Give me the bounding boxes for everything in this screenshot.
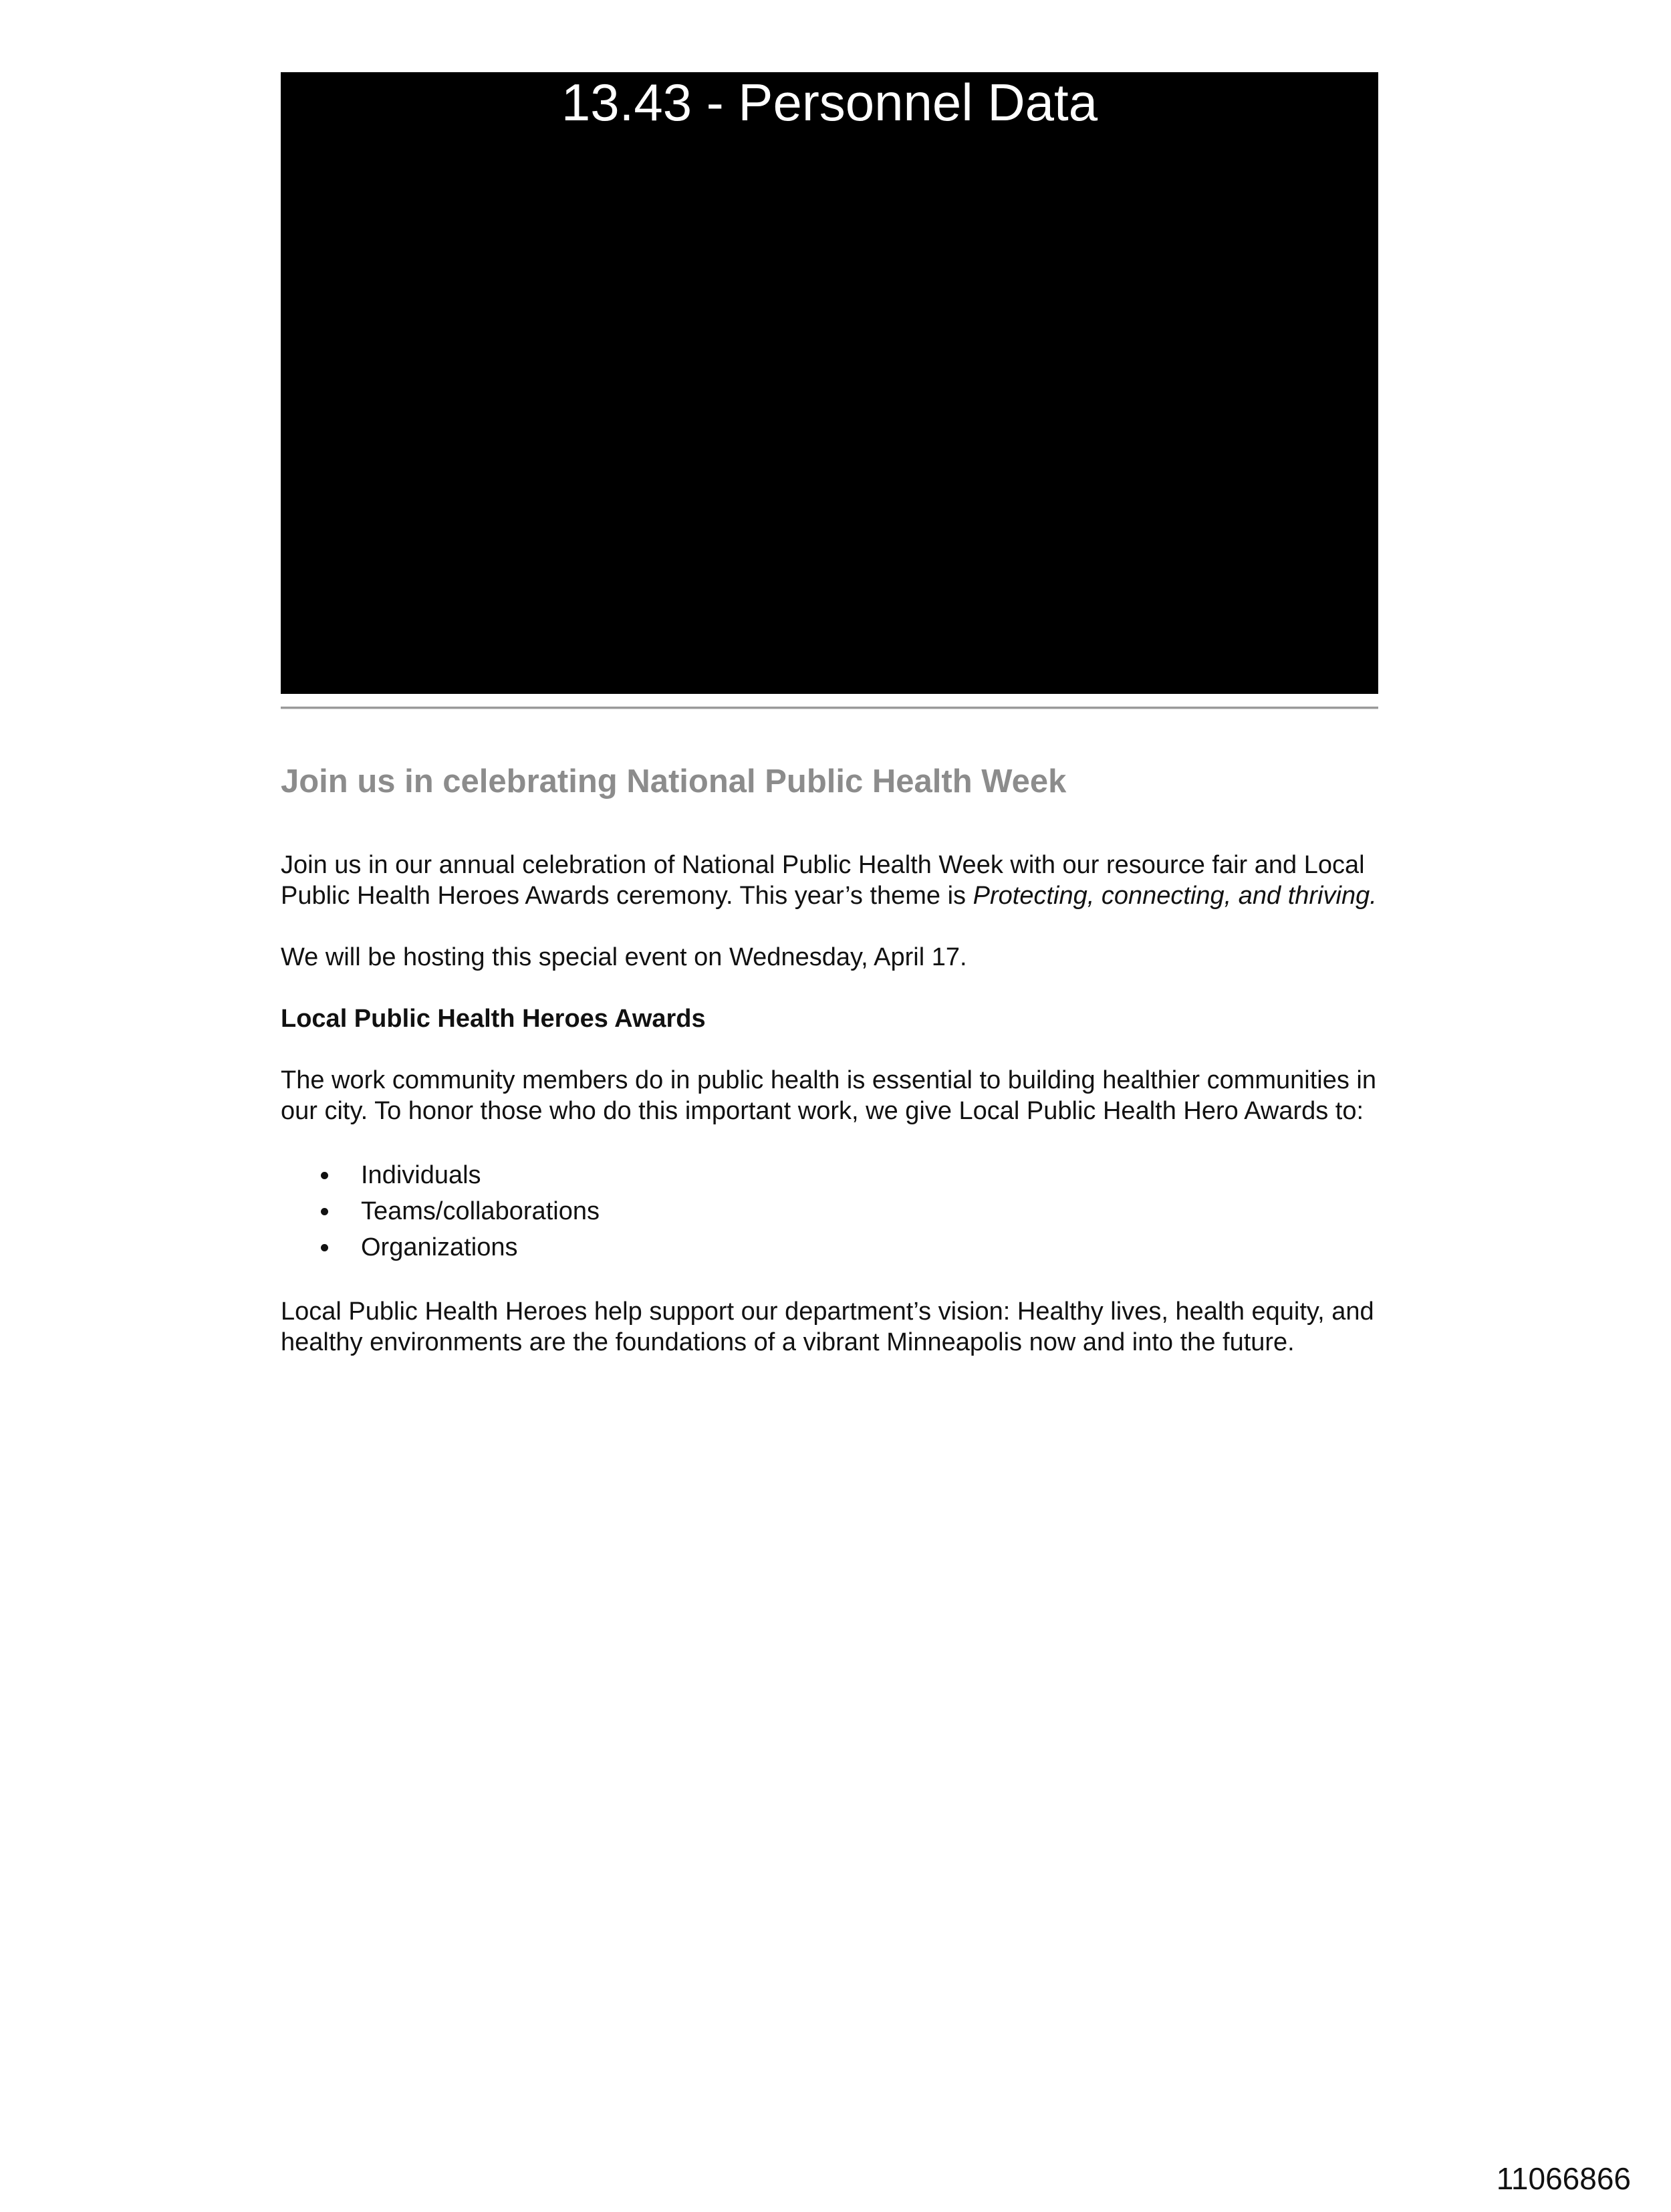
- list-item: [321, 1193, 1378, 1229]
- event-date-paragraph: We will be hosting this special event on Wednesday, April 17.: [281, 943, 967, 971]
- section-divider: [281, 707, 1378, 709]
- theme-text: Protecting, connecting, and thriving.: [973, 881, 1377, 910]
- document-number: 11066866: [1496, 2161, 1631, 2196]
- redaction-label: 13.43 - Personnel Data: [561, 73, 1098, 132]
- intro-paragraph: [281, 850, 1378, 911]
- awards-heading: Local Public Health Heroes Awards: [281, 1004, 706, 1033]
- intro-text: Join us in our annual celebration of National Public Health Week with our resource fair and Local Public Health Heroes Awards ceremony. This year’s theme is: [281, 850, 1365, 910]
- awards-paragraph: The work community members do in public health is essential to building healthier communities in our city. To honor those who do this important work, we give Local Public Health Hero Awards to:: [281, 1066, 1376, 1125]
- article-headline: Join us in celebrating National Public Health Week: [281, 763, 1067, 800]
- list-item-label: Teams/collaborations: [361, 1197, 600, 1225]
- bullet-icon: [321, 1172, 328, 1179]
- list-item-label: Individuals: [361, 1160, 481, 1189]
- bullet-icon: [321, 1208, 328, 1215]
- list-item: [321, 1157, 1378, 1193]
- list-item-label: Organizations: [361, 1233, 518, 1261]
- vision-paragraph: Local Public Health Heroes help support our department’s vision: Healthy lives, health equity, and healthy environments are the foundations of a vibrant Minneapolis now and into the future.: [281, 1297, 1374, 1356]
- bullet-icon: [321, 1244, 328, 1251]
- award-categories-list: [281, 1157, 1378, 1265]
- redacted-image-block: [281, 72, 1378, 694]
- article-body: [281, 762, 1378, 1388]
- list-item: [321, 1229, 1378, 1265]
